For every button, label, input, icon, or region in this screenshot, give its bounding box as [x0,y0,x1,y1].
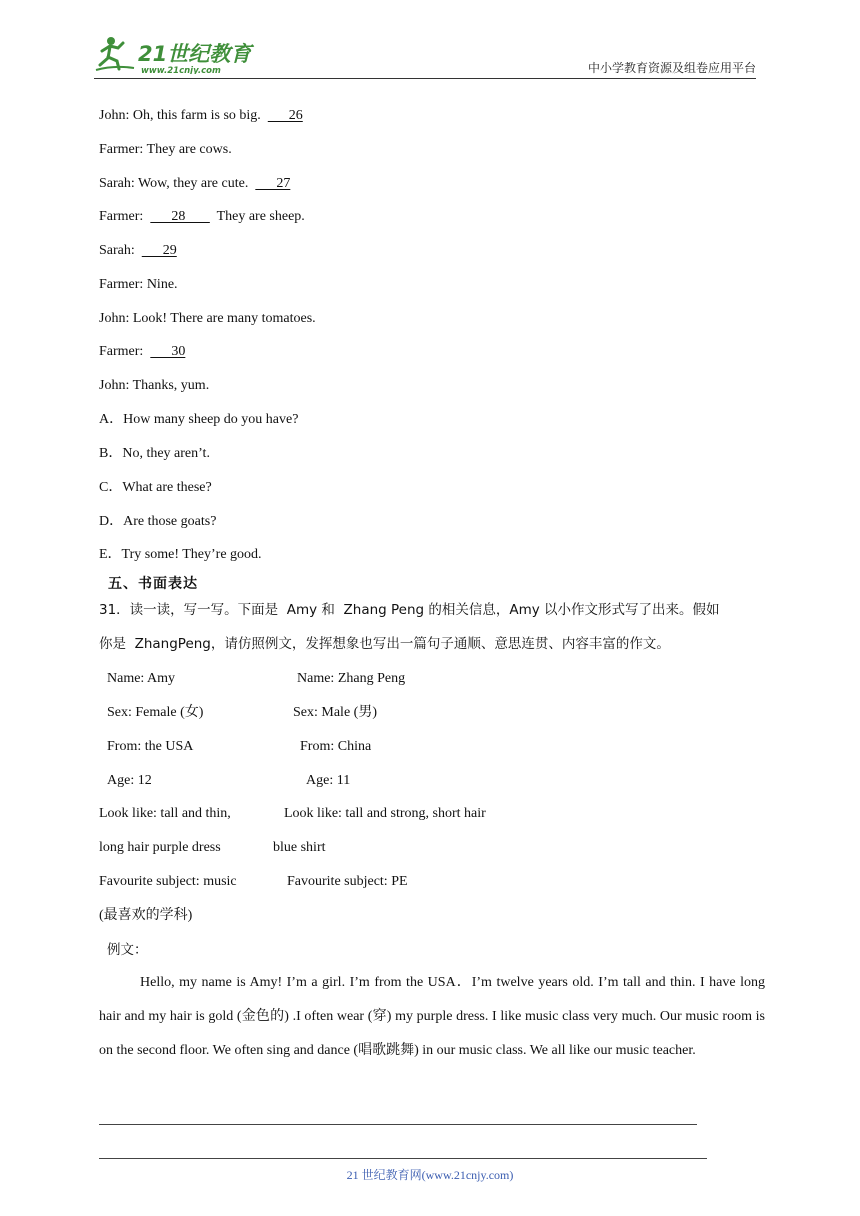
question-31-line-1: 31．读一读，写一写。下面是 Amy 和 Zhang Peng 的相关信息，Amy 以小作文形式写了出来。假如 [99,602,720,618]
dialogue-line-farmer-2 [99,208,305,226]
option-e: E．Try some! They’re good. [99,547,262,562]
info-zhangpeng-sex: Sex: Male (男) [293,705,377,720]
option-a: A．How many sheep do you have? [99,412,299,427]
dialogue-line-farmer-1: Farmer: They are cows. [99,142,232,157]
info-zhangpeng-subject: Favourite subject: PE [287,874,408,889]
example-label: 例文： [107,942,148,958]
dialogue-line-john-2: John: Look! There are many tomatoes. [99,311,316,326]
info-amy-look: Look like: tall and thin, [99,806,231,821]
dialogue-text: Sarah: [99,243,142,258]
example-essay: Hello, my name is Amy! I’m a girl. I’m from the USA．I’m twelve years old. I’m tall and thin. I have long hair and my hair is gold (金色的) .I often wear (穿) my purple dress. I like music class very much. Our music room is on the second floor. We often sing and dance (唱歌跳舞) in our music class. We all like our music teacher. [99,975,765,1058]
logo-url: www.21cnjy.com [141,66,221,74]
section-title-writing: 五、书面表达 [108,576,198,592]
dialogue-line-farmer-3: Farmer: Nine. [99,277,178,292]
info-zhangpeng-name: Name: Zhang Peng [297,671,406,686]
dialogue-text: John: Oh, this farm is so big. [99,108,268,123]
dialogue-text: Farmer: [99,344,151,359]
info-zhangpeng-look: Look like: tall and strong, short hair [284,806,486,821]
page-footer: 21 世纪教育网(www.21cnjy.com) [346,1168,514,1182]
answer-blank-27: 27 [255,176,291,191]
dialogue-line-sarah-1 [99,175,290,193]
runner-icon [96,37,134,70]
info-amy-sex: Sex: Female (女) [107,705,204,720]
info-zhangpeng-from: From: China [300,739,372,754]
answer-blank-26: 26 [267,108,303,123]
dialogue-line-john-3: John: Thanks, yum. [99,378,210,393]
info-amy-from: From: the USA [107,739,194,754]
dialogue-line-john-1 [99,107,303,125]
info-amy-age: Age: 12 [107,773,152,788]
dialogue-text: Farmer: [99,209,151,224]
info-amy-name: Name: Amy [107,671,176,686]
logo-text: 21世纪教育 [138,42,252,66]
dialogue-text: Sarah: Wow, they are cute. [99,176,256,191]
info-amy-look-2: long hair purple dress [99,840,221,855]
header-platform-name: 中小学教育资源及组卷应用平台 [587,61,756,75]
question-31-line-2: 你是 ZhangPeng，请仿照例文，发挥想象也写出一篇句子通顺、意思连贯、内容丰富的作文。 [99,636,670,652]
answer-line-1 [99,1124,697,1125]
info-subject-note: (最喜欢的学科) [99,908,193,923]
answer-blank-29: 29 [141,243,177,258]
info-zhangpeng-look-2: blue shirt [273,840,326,855]
answer-blank-28: 28 [150,209,210,224]
option-d: D．Are those goats? [99,514,217,529]
dialogue-line-farmer-4 [99,343,185,361]
dialogue-line-sarah-2 [99,242,177,260]
site-logo [94,34,264,74]
page-header [94,34,756,79]
footer-rule [99,1158,707,1159]
dialogue-text: They are sheep. [209,209,305,224]
info-amy-subject: Favourite subject: music [99,874,237,889]
info-zhangpeng-age: Age: 11 [306,773,351,788]
option-c: C．What are these? [99,480,212,495]
answer-blank-30: 30 [150,344,186,359]
option-b: B．No, they aren’t. [99,446,210,461]
